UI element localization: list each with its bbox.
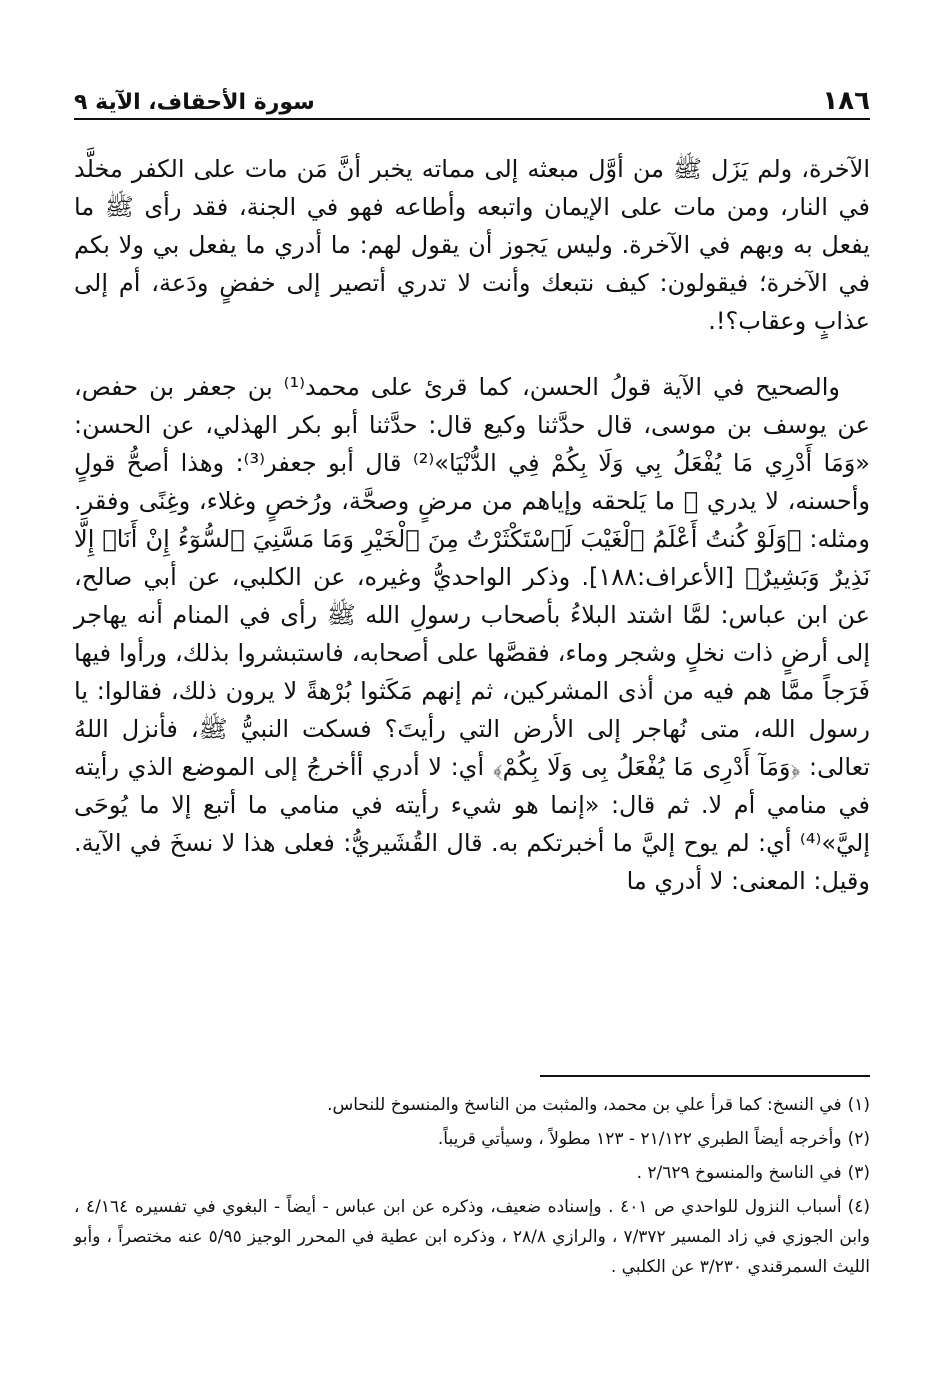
footnote-1: [74, 1090, 870, 1120]
footnote-2: [74, 1124, 870, 1154]
main-text: [74, 150, 870, 900]
footnote-number: (٢): [847, 1129, 870, 1149]
footnote-text: وأخرجه أيضاً الطبري ٢١/١٢٢ - ١٢٣ مطولاً ، وسيأتي قريباً.: [437, 1129, 842, 1149]
paragraph-1: الآخرة، ولم يَزَل ﷺ من أوَّل مبعثه إلى مماته يخبر أنَّ مَن مات على الكفر مخلَّد في النار، ومن مات على الإيمان واتبعه وأطاعه فهو في الجنة، فقد رأى ﷺ ما يفعل به وبهم في الآخرة. وليس يَجوز أن يقول لهم: ما أدري ما يفعل بي ولا بكم في الآخرة؛ فيقولون: كيف نتبعك وأنت لا تدري أتصير إلى خفضٍ ودَعة، أم إلى عذابٍ وعقاب؟!.: [74, 155, 870, 335]
paragraph-2: والصحيح في الآية قولُ الحسن، كما قرئ على محمد⁽¹⁾ بن جعفر بن حفص، عن يوسف بن موسى، قال حدَّثنا وكيع قال: حدَّثنا أبو بكر الهذلي، عن الحسن: «وَمَا أَدْرِي مَا يُفْعَلُ بِي وَلَا بِكُمْ فِي الدُّنْيَا»⁽²⁾ قال أبو جعفر⁽³⁾: وهذا أصحُّ قولٍ وأحسنه، لا يدري ﷺ ما يَلحقه وإياهم من مرضٍ وصحَّة، ورُخصٍ وغلاء، وغِنًى وفقر. ومثله: ﴿وَلَوْ كُنتُ أَعْلَمُ ٱلْغَيْبَ لَٱسْتَكْثَرْتُ مِنَ ٱلْخَيْرِ وَمَا مَسَّنِيَ ٱلسُّوٓءُ إِنْ أَنَا۠ إِلَّا نَذِيرٌ وَبَشِيرٌ﴾ [الأعراف:١٨٨]. وذكر الواحديُّ وغيره، عن الكلبي، عن أبي صالح، عن ابن عباس: لمَّا اشتد البلاءُ بأصحاب رسولِ الله ﷺ رأى في المنام أنه يهاجر إلى أرضٍ ذات نخلٍ وشجر وماء، فقصَّها على أصحابه، فاستبشروا بذلك، ورأوا فيها فَرَجاً ممَّا هم فيه من أذى المشركين، ثم إنهم مَكَثوا بُرْهةً لا يرون ذلك، فقالوا: يا رسول الله، متى نُهاجر إلى الأرض التي رأيتَ؟ فسكت النبيُّ ﷺ، فأنزل اللهُ تعالى: ﴿وَمَآ أَدْرِى مَا يُفْعَلُ بِى وَلَا بِكُمْ﴾ أي: لا أدري أأخرجُ إلى الموضع الذي رأيته في منامي أم لا. ثم قال: «إنما هو شيء رأيته في منامي ما أتبع إلا ما يُوحَى إليَّ»⁽⁴⁾ أي: لم يوح إليَّ ما أخبرتكم به. قال القُشَيريُّ: فعلى هذا لا نسخَ في الآية. وقيل: المعنى: لا أدري ما: [74, 373, 871, 895]
footnote-text: في الناسخ والمنسوخ ٢/٦٢٩ .: [636, 1163, 842, 1183]
paragraph-gap: [74, 340, 870, 368]
footnote-number: (٤): [847, 1197, 870, 1217]
footnote-divider: [540, 1075, 870, 1077]
running-title: سورة الأحقاف، الآية ٩: [74, 90, 315, 115]
page-number: ١٨٦: [822, 86, 870, 116]
footnote-number: (١): [847, 1095, 870, 1115]
footnotes: [74, 1090, 870, 1286]
page-header: [74, 70, 870, 120]
footnote-4: [74, 1192, 870, 1282]
footnote-3: [74, 1158, 870, 1188]
footnote-text: أسباب النزول للواحدي ص ٤٠١ . وإسناده ضعيف، وذكره عن ابن عباس - أيضاً - البغوي في تفسيره ٤/١٦٤ ، وابن الجوزي في زاد المسير ٧/٣٧٢ ، والرازي ٢٨/٨ ، وذكره ابن عطية في المحرر الوجيز ٥/٩٥ عنه مختصراً ، وأبو الليث السمرقندي ٣/٢٣٠ عن الكلبي .: [74, 1197, 870, 1277]
footnote-number: (٣): [847, 1163, 870, 1183]
footnote-text: في النسخ: كما قرأ علي بن محمد، والمثبت من الناسخ والمنسوخ للنحاس.: [327, 1095, 842, 1115]
